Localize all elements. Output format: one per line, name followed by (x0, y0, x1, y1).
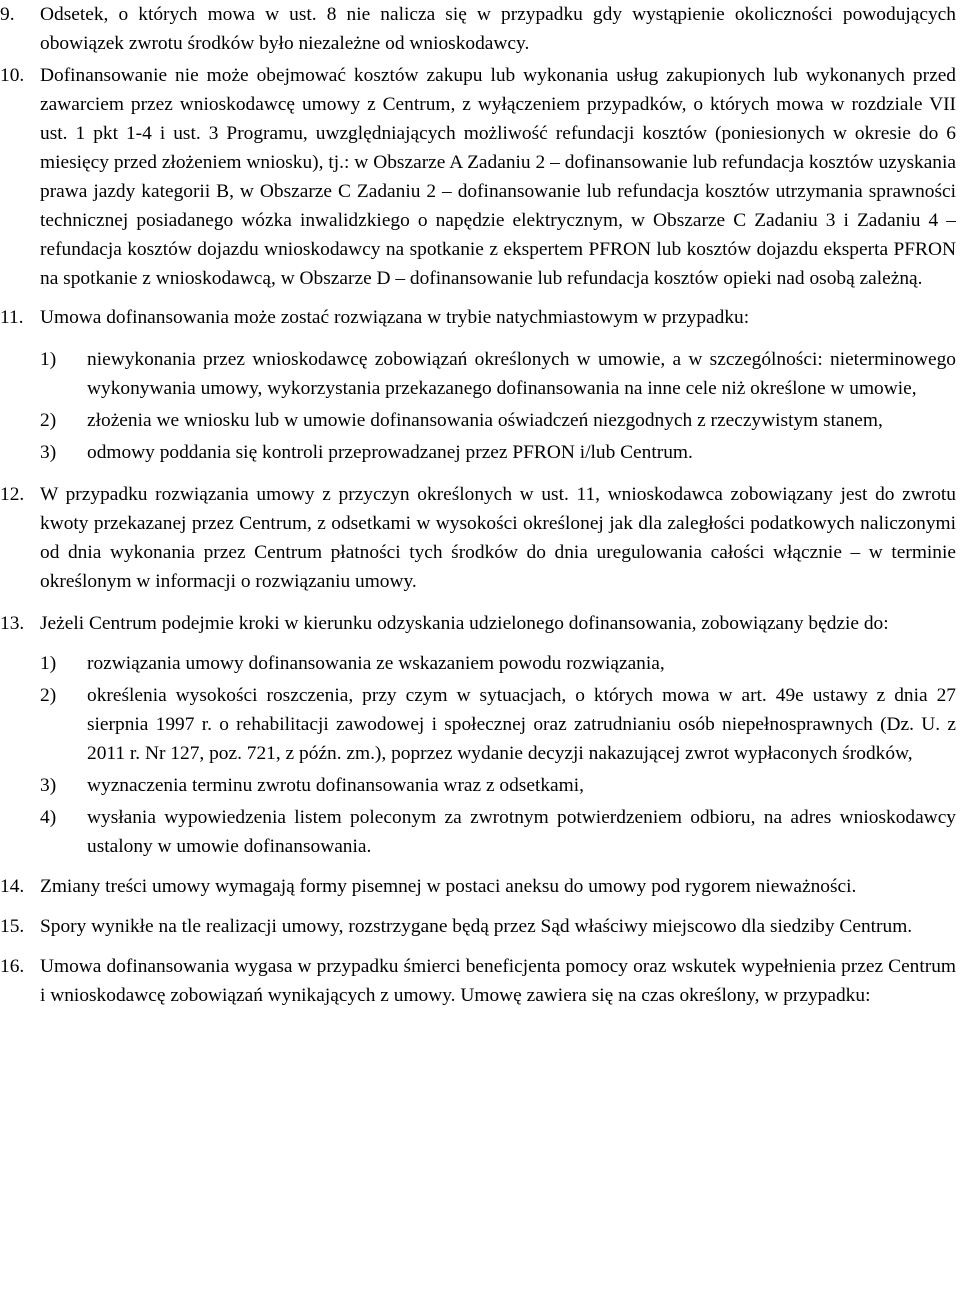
paragraph-12 (0, 480, 956, 596)
list-item-number: 3) (40, 775, 57, 796)
list-item (40, 649, 956, 678)
list-item (40, 406, 956, 435)
paragraph-text: Zmiany treści umowy wymagają formy pisemnej w postaci aneksu do umowy pod rygorem nieważności. (40, 876, 857, 897)
list-item-text: niewykonania przez wnioskodawcę zobowiązań określonych w umowie, a w szczególności: nieterminowego wykonywania umowy, wykorzystania przekazanego dofinansowania na inne cele niż określone w umowie, (87, 349, 956, 399)
paragraph-13 (0, 609, 956, 638)
list-item-text: wysłania wypowiedzenia listem poleconym za zwrotnym potwierdzeniem odbioru, na adres wnioskodawcy ustalony w umowie dofinansowania. (87, 807, 956, 857)
paragraph-number: 9. (0, 4, 15, 25)
paragraph-text: Spory wynikłe na tle realizacji umowy, rozstrzygane będą przez Sąd właściwy miejscowo dla siedziby Centrum. (40, 916, 913, 937)
paragraph-15 (0, 912, 956, 941)
paragraph-9 (0, 0, 956, 58)
paragraph-number: 16. (0, 956, 25, 977)
paragraph-11 (0, 303, 956, 332)
list-item-number: 3) (40, 442, 57, 463)
paragraph-10 (0, 61, 956, 293)
paragraph-number: 12. (0, 484, 25, 505)
list-item-number: 2) (40, 685, 57, 706)
list-item (40, 681, 956, 768)
paragraph-14 (0, 872, 956, 901)
list-item-text: rozwiązania umowy dofinansowania ze wskazaniem powodu rozwiązania, (87, 653, 665, 674)
paragraph-number: 13. (0, 613, 25, 634)
list-item-number: 2) (40, 410, 57, 431)
list-item-text: odmowy poddania się kontroli przeprowadzanej przez PFRON i/lub Centrum. (87, 442, 693, 463)
list-item-text: złożenia we wniosku lub w umowie dofinansowania oświadczeń niezgodnych z rzeczywistym stanem, (87, 410, 883, 431)
list-item-text: wyznaczenia terminu zwrotu dofinansowania wraz z odsetkami, (87, 775, 584, 796)
paragraph-text: Dofinansowanie nie może obejmować kosztów zakupu lub wykonania usług zakupionych lub wykonanych przed zawarciem przez wnioskodawcę umowy z Centrum, z wyłączeniem przypadków, o których mowa w rozdziale VII ust. 1 pkt 1-4 i ust. 3 Programu, uwzględniających możliwość refundacji kosztów (poniesionych w okresie do 6 miesięcy przed złożeniem wniosku), tj.: w Obszarze A Zadaniu 2 – dofinansowanie lub refundacja kosztów uzyskania prawa jazdy kategorii B, w Obszarze C Zadaniu 2 – dofinansowanie lub refundacja kosztów utrzymania sprawności technicznej posiadanego wózka inwalidzkiego o napędzie elektrycznym, w Obszarze C Zadaniu 3 i Zadaniu 4 – refundacja kosztów dojazdu wnioskodawcy na spotkanie z ekspertem PFRON lub kosztów dojazdu eksperta PFRON na spotkanie z wnioskodawcą, w Obszarze D – dofinansowanie lub refundacja kosztów opieki nad osobą zależną. (40, 65, 956, 289)
list-item-number: 1) (40, 349, 57, 370)
paragraph-number: 14. (0, 876, 25, 897)
paragraph-number: 11. (0, 307, 24, 328)
list-item-text: określenia wysokości roszczenia, przy czym w sytuacjach, o których mowa w art. 49e ustawy z dnia 27 sierpnia 1997 r. o rehabilitacji zawodowej i społecznej oraz zatrudnianiu osób niepełnosprawnych (Dz. U. z 2011 r. Nr 127, poz. 721, z późn. zm.), poprzez wydanie decyzji nakazującej zwrot wypłaconych środków, (87, 685, 956, 764)
paragraph-text: W przypadku rozwiązania umowy z przyczyn określonych w ust. 11, wnioskodawca zobowiązany jest do zwrotu kwoty przekazanej przez Centrum, z odsetkami w wysokości określonej jak dla zaległości podatkowych naliczonymi od dnia wykonania przez Centrum płatności tych środków do dnia uregulowania całości włącznie – w terminie określonym w informacji o rozwiązaniu umowy. (40, 484, 956, 592)
paragraph-number: 10. (0, 65, 25, 86)
paragraph-text: Umowa dofinansowania może zostać rozwiązana w trybie natychmiastowym w przypadku: (40, 307, 750, 328)
sublist-11 (40, 345, 956, 467)
list-item-number: 1) (40, 653, 57, 674)
paragraph-16 (0, 952, 956, 1010)
list-item-number: 4) (40, 807, 57, 828)
sublist-13 (40, 649, 956, 861)
paragraph-text: Odsetek, o których mowa w ust. 8 nie nalicza się w przypadku gdy wystąpienie okoliczności powodujących obowiązek zwrotu środków było niezależne od wnioskodawcy. (40, 4, 956, 54)
list-item (40, 438, 956, 467)
paragraph-text: Umowa dofinansowania wygasa w przypadku śmierci beneficjenta pomocy oraz wskutek wypełnienia przez Centrum i wnioskodawcę zobowiązań wynikających z umowy. Umowę zawiera się na czas określony, w przypadku: (40, 956, 956, 1006)
paragraph-text: Jeżeli Centrum podejmie kroki w kierunku odzyskania udzielonego dofinansowania, zobowiązany będzie do: (40, 613, 889, 634)
list-item (40, 803, 956, 861)
paragraph-number: 15. (0, 916, 25, 937)
list-item (40, 345, 956, 403)
list-item (40, 771, 956, 800)
